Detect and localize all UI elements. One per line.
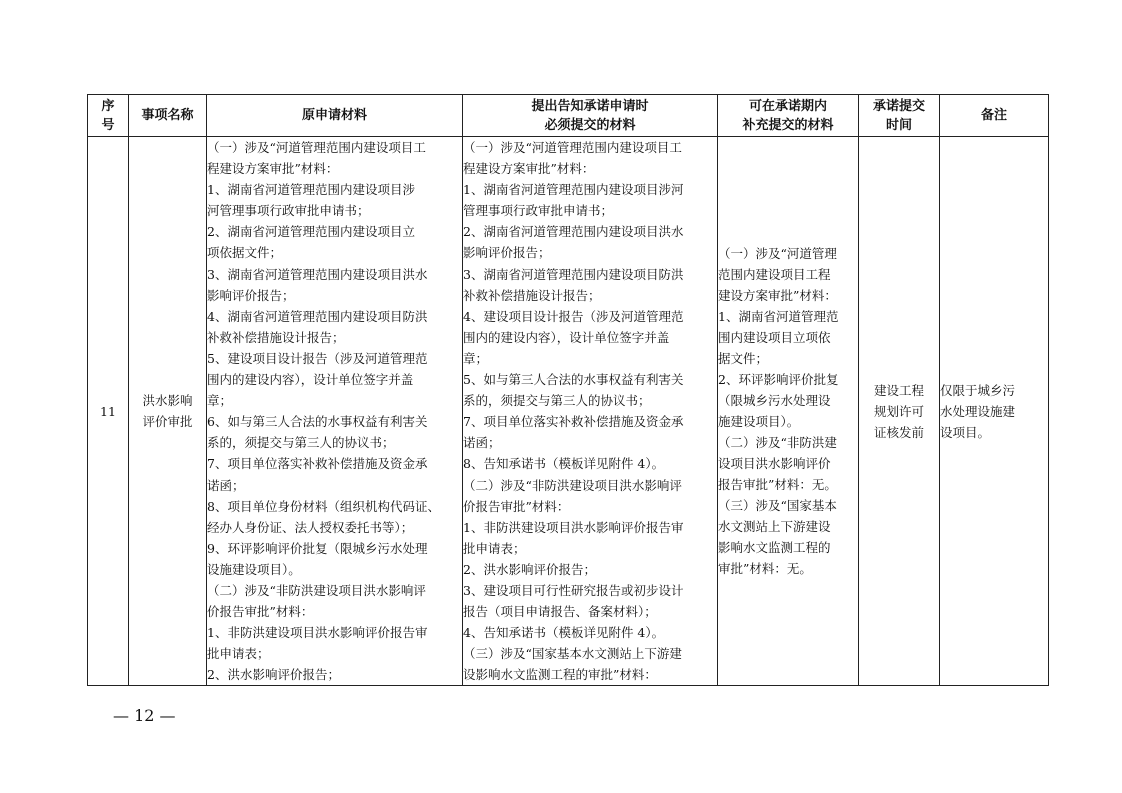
text-line: （二）涉及“非防洪建 [718, 435, 837, 451]
text-line: 设施建设项目）。 [207, 561, 301, 577]
text-line: 设影响水文监测工程的审批”材料： [463, 667, 657, 683]
text-line: 管理事项行政审批申请书； [463, 203, 614, 219]
text-line: 经办人身份证、法人授权委托书等）； [207, 519, 414, 535]
text-line: 据文件； [718, 351, 769, 367]
text-line: 批申请表； [207, 646, 270, 662]
text-line: 补救补偿措施设计报告； [463, 287, 601, 303]
required-materials-cell [463, 137, 718, 686]
text-line: （二）涉及“非防洪建设项目洪水影响评 [463, 477, 682, 493]
text-line: 5、建设项目设计报告（涉及河道管理范 [207, 350, 428, 366]
text-line: 章； [207, 393, 233, 409]
text-line: 7、项目单位落实补救补偿措施及资金承 [463, 414, 684, 430]
text-line: 价报告审批”材料： [463, 498, 570, 514]
text-line: 8、项目单位身份材料（组织机构代码证、 [207, 498, 440, 514]
text-line: 程建设方案审批”材料： [463, 161, 595, 177]
text-line: 1、湖南省河道管理范围内建设项目涉河 [463, 182, 684, 198]
remarks-cell [940, 137, 1049, 686]
header-submission-time: 承诺提交 时间 [859, 95, 940, 137]
header-item-name: 事项名称 [129, 95, 207, 137]
text-line: 批申请表； [463, 540, 526, 556]
text-line: 影响评价报告； [207, 287, 295, 303]
text-line: （三）涉及“国家基本水文测站上下游建 [463, 646, 682, 662]
text-line: 系的，须提交与第三人的协议书； [207, 435, 395, 451]
row-item-name: 洪水影响 评价审批 [129, 137, 207, 686]
text-line: 范围内建设项目工程 [718, 267, 831, 283]
header-row [88, 95, 1049, 137]
text-line: 水文测站上下游建设 [718, 519, 831, 535]
text-line: 仅限于城乡污 [940, 382, 1016, 398]
table-row [88, 137, 1049, 686]
row-seq: 11 [88, 137, 129, 686]
header-required-materials: 提出告知承诺申请时 必须提交的材料 [463, 95, 718, 137]
text-line: 3、湖南省河道管理范围内建设项目防洪 [463, 266, 684, 282]
text-line: 8、告知承诺书（模板详见附件 4）。 [463, 456, 665, 472]
text-line: 围内的建设内容），设计单位签字并盖 [463, 329, 670, 345]
header-original-materials: 原申请材料 [207, 95, 463, 137]
text-line: 水处理设施建 [940, 403, 1016, 419]
page-number: — 12 — [113, 706, 176, 725]
header-seq: 序 号 [88, 95, 129, 137]
text-line: 价报告审批”材料： [207, 604, 314, 620]
text-line: 围内建设项目立项依 [718, 330, 831, 346]
supplementary-materials-cell [718, 137, 859, 686]
text-line: 影响水文监测工程的 [718, 540, 831, 556]
text-line: 2、湖南省河道管理范围内建设项目洪水 [463, 224, 684, 240]
text-line: 设项目。 [940, 424, 991, 440]
text-line: 1、湖南省河道管理范围内建设项目涉 [207, 182, 415, 198]
text-line: 2、环评影响评价批复 [718, 372, 839, 388]
text-line: 章； [463, 350, 489, 366]
text-line: 建设方案审批”材料： [718, 288, 837, 304]
text-line: 3、湖南省河道管理范围内建设项目洪水 [207, 266, 428, 282]
text-line: 7、项目单位落实补救补偿措施及资金承 [207, 456, 428, 472]
text-line: 程建设方案审批”材料： [207, 161, 339, 177]
text-line: 诺函； [463, 435, 501, 451]
text-line: 报告（项目申请报告、备案材料）； [463, 604, 657, 620]
text-line: 6、如与第三人合法的水事权益有利害关 [207, 414, 428, 430]
text-line: 证核发前 [873, 424, 924, 440]
text-line: 施建设项目）。 [718, 414, 800, 430]
text-line: 5、如与第三人合法的水事权益有利害关 [463, 372, 684, 388]
text-line: 1、非防洪建设项目洪水影响评价报告审 [463, 519, 684, 535]
text-line: 诺函； [207, 477, 245, 493]
header-supplementary-materials: 可在承诺期内 补充提交的材料 [718, 95, 859, 137]
text-line: 2、洪水影响评价报告； [463, 561, 596, 577]
header-remarks: 备注 [940, 95, 1049, 137]
text-line: 4、建设项目设计报告（涉及河道管理范 [463, 308, 684, 324]
text-line: 围内的建设内容），设计单位签字并盖 [207, 372, 414, 388]
approval-materials-table [87, 94, 1049, 686]
text-line: 规划许可 [873, 403, 924, 419]
text-line: （一）涉及“河道管理 [718, 246, 837, 262]
text-line: 影响评价报告； [463, 245, 551, 261]
text-line: 3、建设项目可行性研究报告或初步设计 [463, 582, 684, 598]
text-line: 设项目洪水影响评价 [718, 456, 831, 472]
text-line: （限城乡污水处理设 [718, 393, 831, 409]
text-line: （一）涉及“河道管理范围内建设项目工 [207, 140, 426, 155]
submission-time-cell [859, 137, 940, 686]
text-line: 补救补偿措施设计报告； [207, 329, 345, 345]
text-line: 报告审批”材料：无。 [718, 477, 837, 493]
text-line: 4、湖南省河道管理范围内建设项目防洪 [207, 308, 428, 324]
text-line: 审批”材料：无。 [718, 561, 812, 577]
text-line: 1、非防洪建设项目洪水影响评价报告审 [207, 625, 428, 641]
text-line: 建设工程 [873, 382, 924, 398]
text-line: （一）涉及“河道管理范围内建设项目工 [463, 140, 682, 155]
original-materials-cell [207, 137, 463, 686]
text-line: （二）涉及“非防洪建设项目洪水影响评 [207, 582, 426, 598]
text-line: 4、告知承诺书（模板详见附件 4）。 [463, 625, 665, 641]
text-line: （三）涉及“国家基本 [718, 498, 837, 514]
text-line: 2、湖南省河道管理范围内建设项目立 [207, 224, 415, 240]
text-line: 2、洪水影响评价报告； [207, 667, 340, 683]
text-line: 1、湖南省河道管理范 [718, 309, 839, 325]
text-line: 9、环评影响评价批复（限城乡污水处理 [207, 540, 428, 556]
text-line: 河管理事项行政审批申请书； [207, 203, 370, 219]
text-line: 项依据文件； [207, 245, 283, 261]
text-line: 系的，须提交与第三人的协议书； [463, 393, 651, 409]
